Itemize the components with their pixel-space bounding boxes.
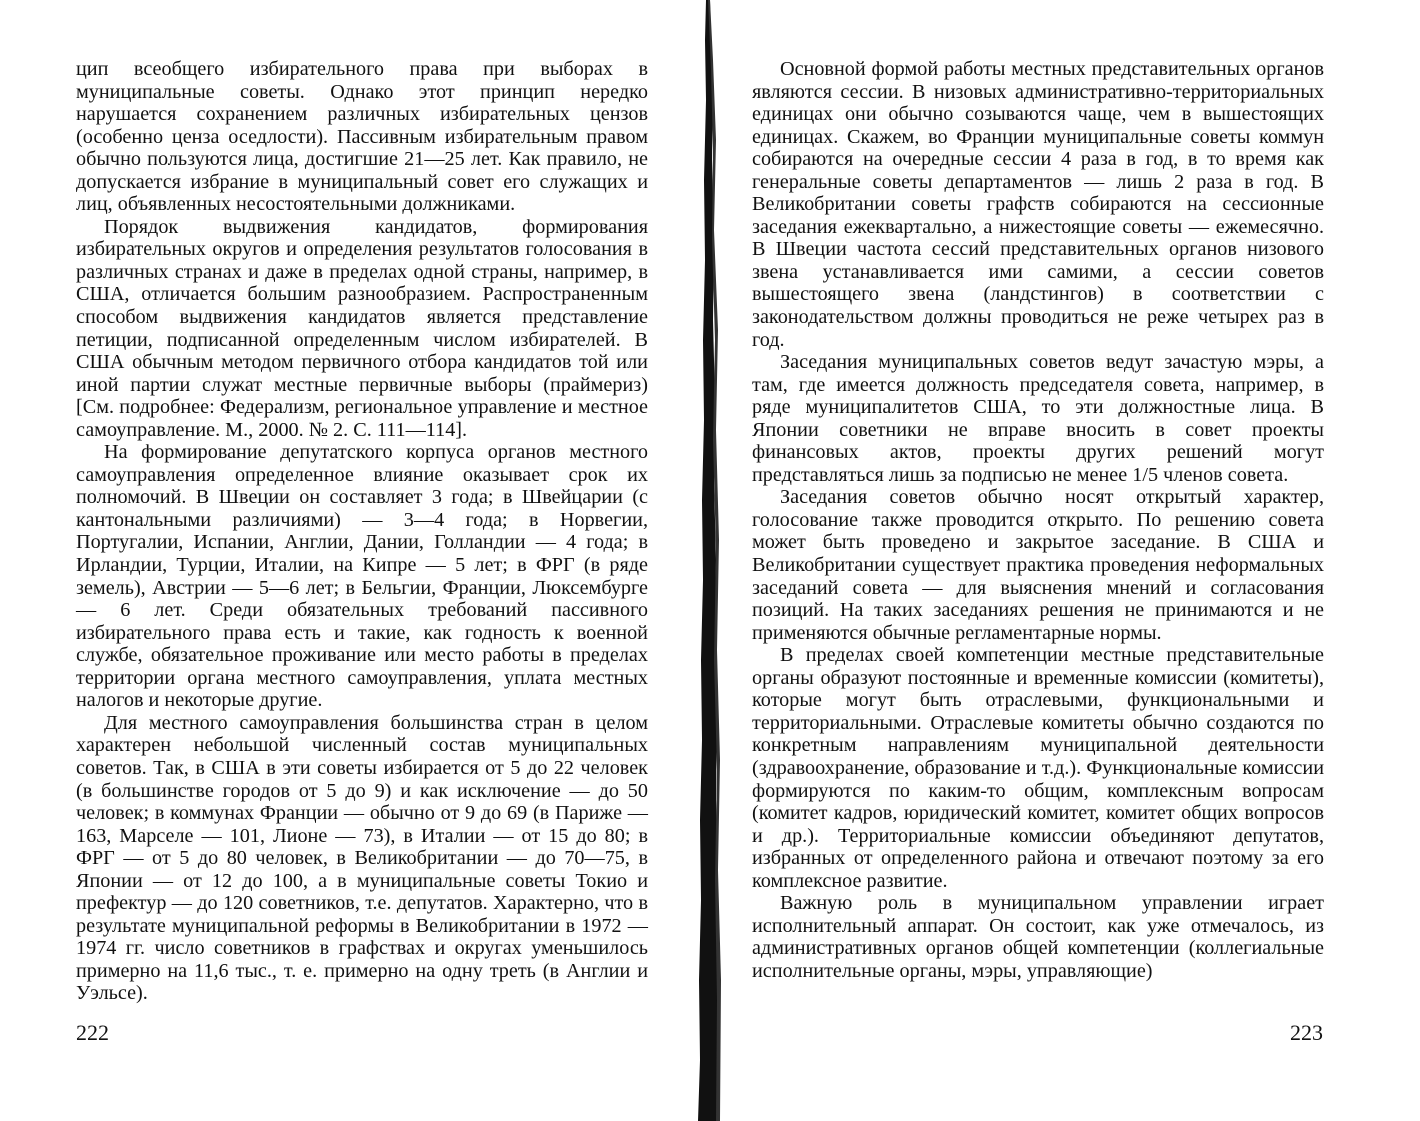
right-page-text — [752, 58, 1324, 982]
paragraph: Для местного самоуправления большинства стран в целом характерен небольшой численный состав муниципальных советов. Так, в США в эти советы избирается от 5 до 22 человек (в большинстве городов от 5 до 9) и как исключение — до 50 человек; в коммунах Франции — обычно от 9 до 69 (в Париже — 163, Марселе — 101, Лионе — 73), в Италии — от 15 до 80; в ФРГ — от 5 до 80 человек, в Великобритании — до 70—75, в Японии — от 12 до 100, а в муниципальные советы Токио и префектур — до 120 советников, т.е. депутатов. Характерно, что в результате муниципальной реформы в Великобритании в 1972 — 1974 гг. число советников в графствах и округах уменьшилось примерно на 11,6 тыс., т. е. примерно на одну треть (в Англии и Уэльсе). — [76, 711, 648, 1005]
paragraph: Заседания муниципальных советов ведут зачастую мэры, а там, где имеется должность председателя совета, например, в ряде муниципалитетов США, то эти должностные лица. В Японии советники не вправе вносить в совет проекты финансовых актов, проекты других решений могут представляться лишь за подписью не менее 1/5 членов совета. — [752, 351, 1324, 486]
paragraph: Важную роль в муниципальном управлении играет исполнительный аппарат. Он состоит, как уже отмечалось, из административных органов общей компетенции (коллегиальные исполнительные органы, мэры, управляющие) — [752, 892, 1324, 982]
paragraph: цип всеобщего избирательного права при выборах в муниципальные советы. Однако этот принцип нередко нарушается сохранением различных избирательных цензов (особенно ценза оседлости). Пассивным избирательным правом обычно пользуются лица, достигшие 21—25 лет. Как правило, не допускается избрание в муниципальный совет его служащих и лиц, объявленных несостоятельными должниками. — [76, 58, 648, 216]
paragraph: Основной формой работы местных представительных органов являются сессии. В низовых административно-территориальных единицах они обычно созываются чаще, чем в вышестоящих единицах. Скажем, во Франции муниципальные советы коммун собираются на очередные сессии 4 раза в год, в то время как генеральные советы департаментов — лишь 2 раза в год. В Великобритании советы графств собираются на сессионные заседания ежеквартально, а нижестоящие советы — ежемесячно. В Швеции частота сессий представительных органов низового звена устанавливается ими самими, а сессии советов вышестоящего звена (ландстингов) в соответствии с законодательством должны проводиться не реже четырех раз в год. — [752, 58, 1324, 351]
paragraph: В пределах своей компетенции местные представительные органы образуют постоянные и временные комиссии (комитеты), которые могут быть отраслевыми, функциональными и территориальными. Отраслевые комитеты обычно создаются по конкретным направлениям муниципальной деятельности (здравоохранение, образование и т.д.). Функциональные комиссии формируются по каким-то общим, комплексным вопросам (комитет кадров, юридический комитет, комитет общих вопросов и др.). Территориальные комиссии объединяют депутатов, избранных от определенного района и отвечают поэтому за его комплексное развитие. — [752, 644, 1324, 892]
left-page-text — [76, 58, 648, 1005]
paragraph: Заседания советов обычно носят открытый характер, голосование также проводится открыто. По решению совета может быть проведено и закрытое заседание. В США и Великобритании существует практика проведения неформальных заседаний совета — для выяснения мнений и согласования позиций. На таких заседаниях решения не принимаются и не применяются обычные регламентарные нормы. — [752, 486, 1324, 644]
paragraph: Порядок выдвижения кандидатов, формирования избирательных округов и определения результатов голосования в различных странах и даже в пределах одной страны, например, в США, отличается большим разнообразием. Распространенным способом выдвижения кандидатов является представление петиции, подписанной определенным числом избирателей. В США обычным методом первичного отбора кандидатов той или иной партии служат местные первичные выборы (праймериз) [См. подробнее: Федерализм, региональное управление и местное самоуправление. М., 2000. № 2. С. 111—114]. — [76, 215, 648, 441]
page-number-right: 223 — [1290, 1020, 1323, 1045]
book-spine-shadow — [694, 0, 728, 1121]
page-number-left: 222 — [76, 1020, 109, 1045]
paragraph: На формирование депутатского корпуса органов местного самоуправления определенное влияние оказывает срок их полномочий. В Швеции он составляет 3 года; в Швейцарии (с кантональными различиями) — 3—4 года; в Норвегии, Португалии, Испании, Англии, Дании, Голландии — 4 года; в Ирландии, Турции, Италии, на Кипре — 5 лет; в ФРГ (в ряде земель), Австрии — 5—6 лет; в Бельгии, Франции, Люксембурге — 6 лет. Среди обязательных требований пассивного избирательного права есть и такие, как годность к военной службе, обязательное проживание или место работы в пределах территории органа местного самоуправления, уплата местных налогов и некоторые другие. — [76, 441, 648, 712]
